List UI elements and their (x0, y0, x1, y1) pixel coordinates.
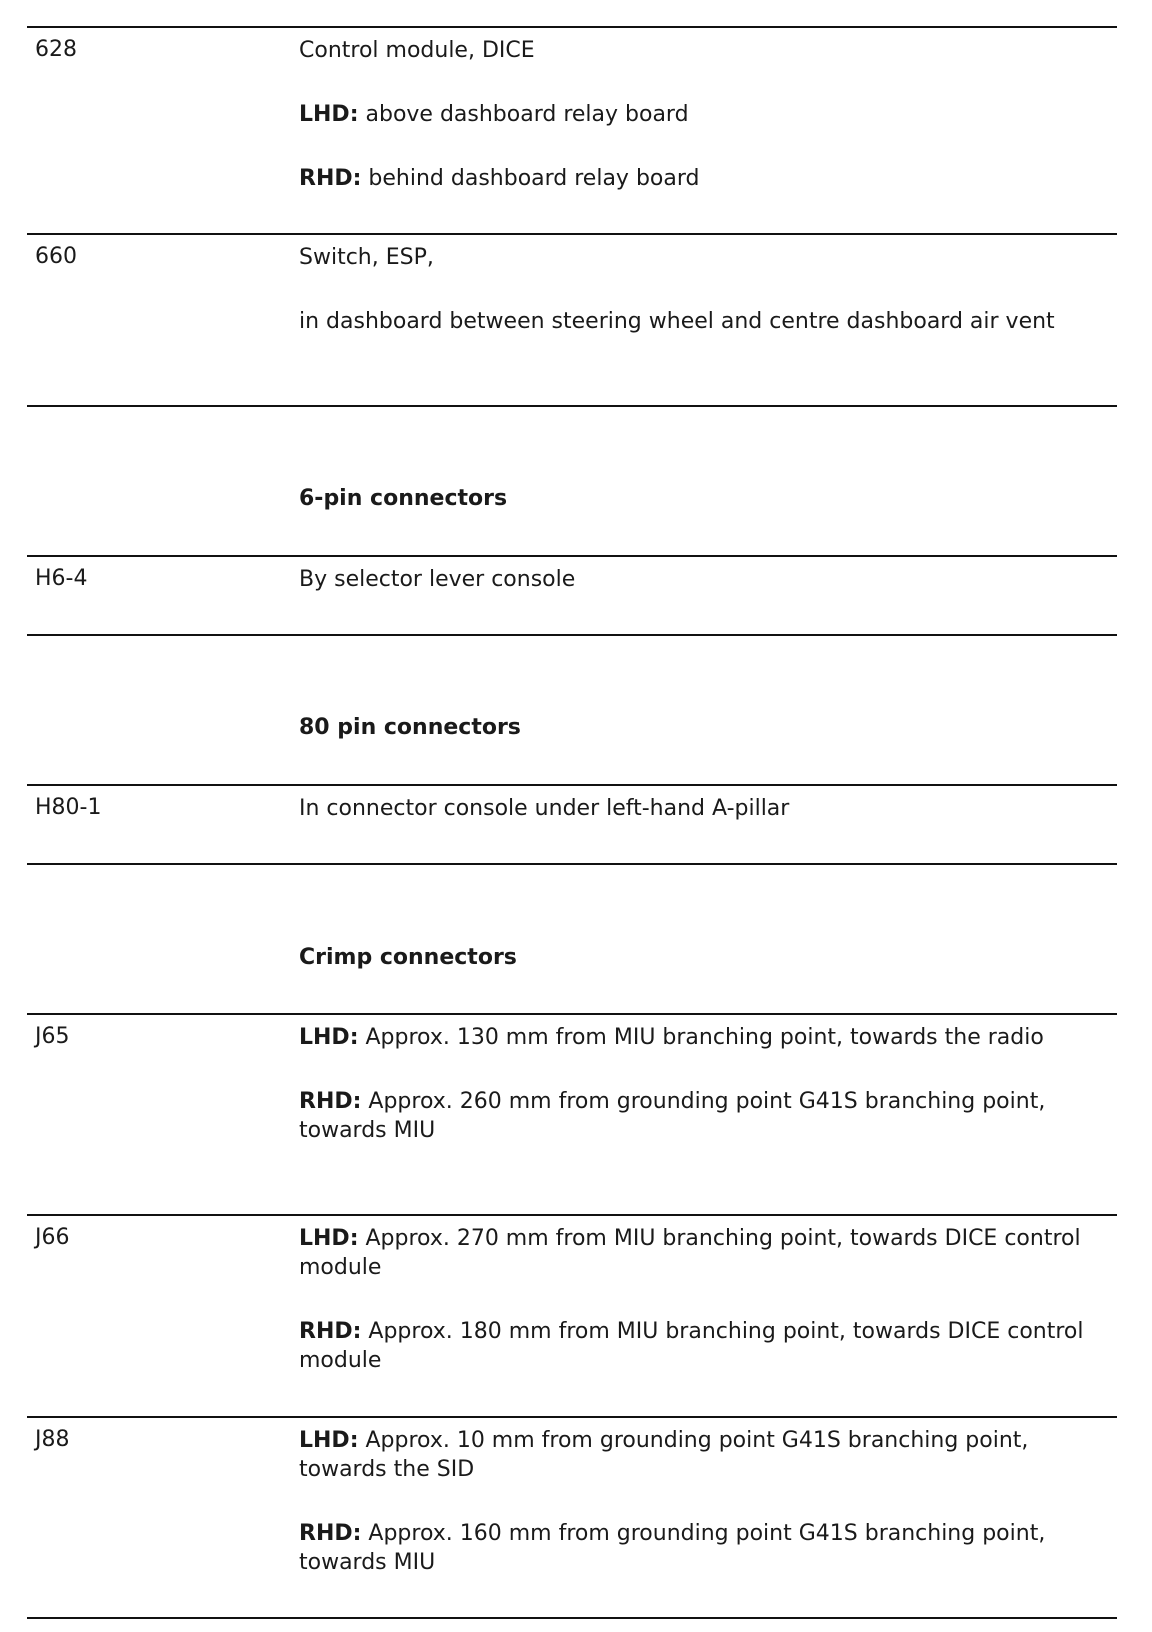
component-id: 660 (35, 244, 77, 269)
row-divider (27, 233, 1117, 235)
row-divider (27, 1617, 1117, 1619)
component-description (299, 1023, 1099, 1145)
component-id: J66 (35, 1225, 70, 1250)
component-id: 628 (35, 37, 77, 62)
description-line: LHD: above dashboard relay board (299, 102, 689, 127)
component-id: H80-1 (35, 795, 102, 820)
description-line: Control module, DICE (299, 38, 535, 63)
description-line: in dashboard between steering wheel and centre dashboard air vent (299, 309, 1055, 334)
description-line: LHD: Approx. 270 mm from MIU branching point, towards DICE control module (299, 1226, 1081, 1280)
row-divider (27, 784, 1117, 786)
component-description (299, 794, 1099, 823)
description-line: LHD: Approx. 10 mm from grounding point G41S branching point, towards the SID (299, 1428, 1029, 1482)
component-description (299, 243, 1099, 336)
component-id: J88 (35, 1427, 70, 1452)
row-divider (27, 405, 1117, 407)
description-line: By selector lever console (299, 567, 576, 592)
component-description (299, 36, 1099, 193)
description-line: RHD: behind dashboard relay board (299, 166, 700, 191)
row-divider (27, 1013, 1117, 1015)
description-line: In connector console under left-hand A-pillar (299, 796, 790, 821)
lhd-label: LHD: (299, 102, 359, 127)
row-divider (27, 1416, 1117, 1418)
description-line: RHD: Approx. 180 mm from MIU branching point, towards DICE control module (299, 1319, 1084, 1373)
rhd-label: RHD: (299, 1319, 362, 1344)
description-line: LHD: Approx. 130 mm from MIU branching point, towards the radio (299, 1025, 1044, 1050)
lhd-label: LHD: (299, 1025, 359, 1050)
section-heading: 80 pin connectors (299, 715, 521, 740)
component-description (299, 1426, 1099, 1577)
section-heading: Crimp connectors (299, 945, 517, 970)
row-divider (27, 1214, 1117, 1216)
lhd-label: LHD: (299, 1428, 359, 1453)
description-line: Switch, ESP, (299, 245, 434, 270)
component-description (299, 1224, 1099, 1375)
rhd-label: RHD: (299, 166, 362, 191)
component-id: H6-4 (35, 566, 88, 591)
row-divider (27, 863, 1117, 865)
component-description (299, 565, 1099, 594)
description-line: RHD: Approx. 160 mm from grounding point G41S branching point, towards MIU (299, 1521, 1046, 1575)
row-divider (27, 634, 1117, 636)
rhd-label: RHD: (299, 1521, 362, 1546)
section-heading: 6-pin connectors (299, 486, 508, 511)
rhd-label: RHD: (299, 1089, 362, 1114)
row-divider (27, 555, 1117, 557)
description-line: RHD: Approx. 260 mm from grounding point G41S branching point, towards MIU (299, 1089, 1046, 1143)
component-id: J65 (35, 1024, 70, 1049)
row-divider (27, 26, 1117, 28)
lhd-label: LHD: (299, 1226, 359, 1251)
